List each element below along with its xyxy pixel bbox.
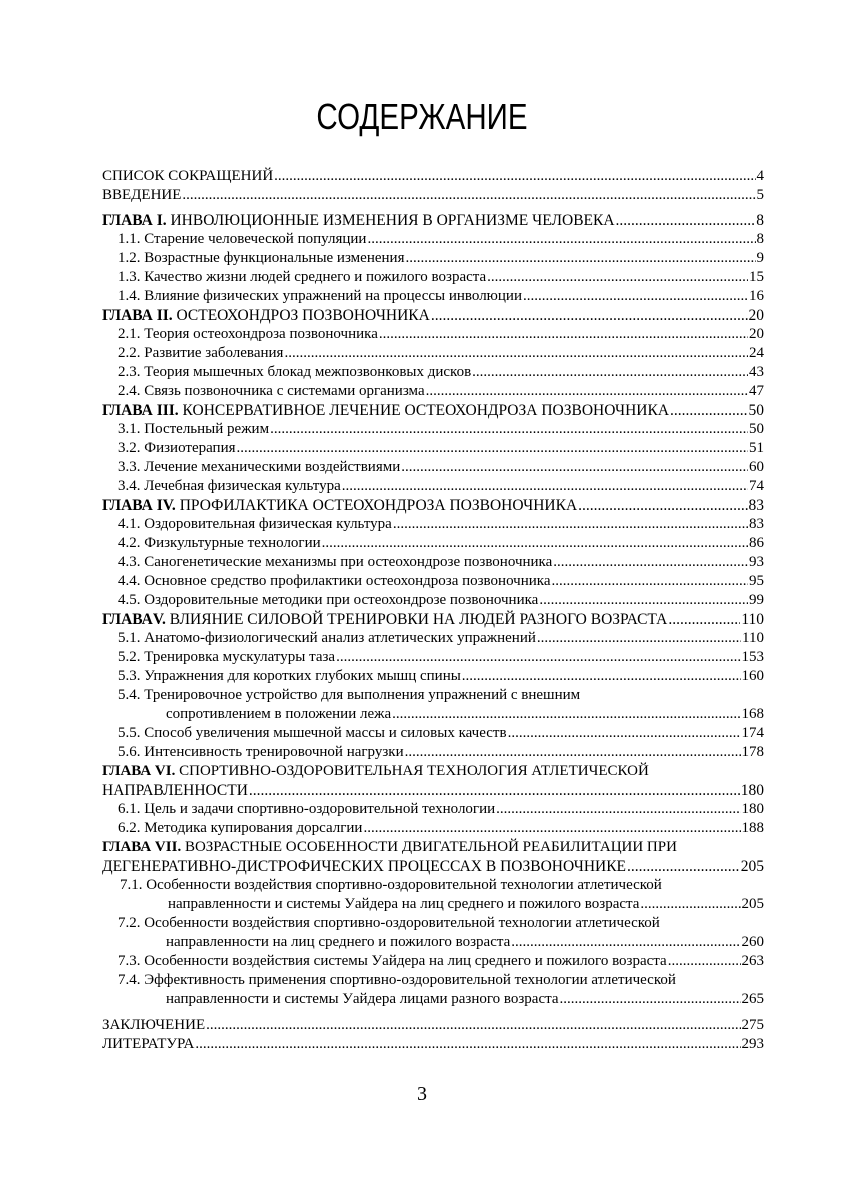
toc-item[interactable]: 2.1. Теория остеохондроза позвоночника ..... 20 xyxy=(102,325,764,344)
chapter-title: СПОРТИВНО-ОЗДОРОВИТЕЛЬНАЯ ТЕХНОЛОГИЯ АТЛЕТИЧЕСКОЙ xyxy=(175,763,649,779)
toc-item[interactable]: 2.4. Связь позвоночника с системами организма ..... 47 xyxy=(102,382,764,401)
toc-chapter-1[interactable] xyxy=(102,211,764,230)
chapter-prefix: ГЛАВА VI. xyxy=(102,763,176,779)
toc-item[interactable]: 3.1. Постельный режим ..... 50 xyxy=(102,420,764,439)
toc-item[interactable]: 5.5. Способ увеличения мышечной массы и силовых качеств ..... 174 xyxy=(102,724,764,743)
toc-chapter-6[interactable] xyxy=(102,762,764,781)
toc-entry-conclusion[interactable]: ЗАКЛЮЧЕНИЕ ..... 275 xyxy=(102,1016,764,1035)
toc-item[interactable]: 2.3. Теория мышечных блокад межпозвонковых дисков ..... 43 xyxy=(102,363,764,382)
toc-item[interactable]: 4.5. Оздоровительные методики при остеохондрозе позвоночника ..... 99 xyxy=(102,591,764,610)
chapter-prefix: ГЛАВА II. xyxy=(102,307,173,324)
toc-chapter-4[interactable]: ГЛАВА IV. ПРОФИЛАКТИКА ОСТЕОХОНДРОЗА ПОЗВОНОЧНИКА ..... 83 xyxy=(102,496,764,515)
toc-item[interactable]: 1.1. Старение человеческой популяции ..... 8 xyxy=(102,230,764,249)
chapter-title: ОСТЕОХОНДРОЗ ПОЗВОНОЧНИКА xyxy=(172,307,430,324)
chapter-prefix: ГЛАВА III. xyxy=(102,402,179,419)
toc-page: 8 xyxy=(756,212,764,229)
toc-item[interactable]: 5.3. Упражнения для коротких глубоких мышц спины ..... 160 xyxy=(102,667,764,686)
chapter-title: ПРОФИЛАКТИКА ОСТЕОХОНДРОЗА ПОЗВОНОЧНИКА xyxy=(175,497,578,514)
toc-item[interactable]: направленности и системы Уайдера лицами разного возраста ..... 265 xyxy=(102,990,764,1009)
toc-item[interactable]: 1.4. Влияние физических упражнений на процессы инволюции ..... 16 xyxy=(102,287,764,306)
toc-page: 5 xyxy=(756,187,764,203)
toc-chapter-2[interactable]: ГЛАВА II. ОСТЕОХОНДРОЗ ПОЗВОНОЧНИКА ..... 20 xyxy=(102,306,764,325)
toc-item-line[interactable]: 7.1. Особенности воздействия спортивно-оздоровительной технологии атлетической xyxy=(120,877,662,893)
toc-item[interactable]: направленности на лиц среднего и пожилого возраста ..... 260 xyxy=(102,933,764,952)
toc-item[interactable]: 5.1. Анатомо-физиологический анализ атлетических упражнений ..... 110 xyxy=(102,629,764,648)
toc-chapter-6-cont[interactable]: НАПРАВЛЕННОСТИ ..... 180 xyxy=(102,781,764,800)
toc-item[interactable]: 4.4. Основное средство профилактики остеохондроза позвоночника ..... 95 xyxy=(102,572,764,591)
chapter-prefix: ГЛАВА I. xyxy=(102,212,167,229)
toc-item[interactable]: 3.2. Физиотерапия ..... 51 xyxy=(102,439,764,458)
toc-item[interactable]: 6.2. Методика купирования дорсалгии ..... 188 xyxy=(102,819,764,838)
toc-item[interactable]: сопротивлением в положении лежа ..... 168 xyxy=(102,705,764,724)
toc-chapter-7[interactable] xyxy=(102,838,764,857)
toc-entry-abbreviations[interactable] xyxy=(102,167,764,186)
chapter-prefix: ГЛАВА IV. xyxy=(102,497,176,514)
toc-item[interactable]: 1.2. Возрастные функциональные изменения ..... 9 xyxy=(102,249,764,268)
toc-item[interactable]: 4.2. Физкультурные технологии ..... 86 xyxy=(102,534,764,553)
chapter-prefix: ГЛАВАV. xyxy=(102,611,166,628)
chapter-title: ВОЗРАСТНЫЕ ОСОБЕННОСТИ ДВИГАТЕЛЬНОЙ РЕАБИЛИТАЦИИ ПРИ xyxy=(181,839,677,855)
toc-item-line[interactable]: 7.2. Особенности воздействия спортивно-оздоровительной технологии атлетической xyxy=(118,915,660,931)
toc-chapter-5[interactable]: ГЛАВАV. ВЛИЯНИЕ СИЛОВОЙ ТРЕНИРОВКИ НА ЛЮДЕЙ РАЗНОГО ВОЗРАСТА ..... 110 xyxy=(102,610,764,629)
toc-item[interactable]: направленности и системы Уайдера на лиц среднего и пожилого возраста ..... 205 xyxy=(102,895,764,914)
toc-label: СПИСОК СОКРАЩЕНИЙ xyxy=(102,168,274,184)
toc-item[interactable]: 3.3. Лечение механическими воздействиями ..... 60 xyxy=(102,458,764,477)
toc-entry-literature[interactable]: ЛИТЕРАТУРА ..... 293 xyxy=(102,1035,764,1054)
toc-item[interactable]: 5.6. Интенсивность тренировочной нагрузки ..... 178 xyxy=(102,743,764,762)
chapter-prefix: ГЛАВА VII. xyxy=(102,839,182,855)
chapter-title: ИНВОЛЮЦИОННЫЕ ИЗМЕНЕНИЯ В ОРГАНИЗМЕ ЧЕЛОВЕКА xyxy=(166,212,615,229)
toc-item[interactable]: 7.3. Особенности воздействия системы Уайдера на лиц среднего и пожилого возраста ..... 263 xyxy=(102,952,764,971)
toc-item[interactable]: 3.4. Лечебная физическая культура ..... 74 xyxy=(102,477,764,496)
toc-page: 4 xyxy=(756,168,764,184)
toc-item[interactable]: 4.1. Оздоровительная физическая культура ..... 83 xyxy=(102,515,764,534)
toc-item-line[interactable]: 7.4. Эффективность применения спортивно-оздоровительной технологии атлетической xyxy=(118,972,676,988)
page-number: 3 xyxy=(417,1083,427,1105)
toc-chapter-7-cont[interactable]: ДЕГЕНЕРАТИВНО-ДИСТРОФИЧЕСКИХ ПРОЦЕССАХ В ПОЗВОНОЧНИКЕ ..... 205 xyxy=(102,857,764,876)
toc-item-line[interactable]: 5.4. Тренировочное устройство для выполнения упражнений с внешним xyxy=(118,687,581,703)
toc-item[interactable]: 1.3. Качество жизни людей среднего и пожилого возраста ..... 15 xyxy=(102,268,764,287)
chapter-title: ВЛИЯНИЕ СИЛОВОЙ ТРЕНИРОВКИ НА ЛЮДЕЙ РАЗНОГО ВОЗРАСТА xyxy=(165,611,668,628)
chapter-title: КОНСЕРВАТИВНОЕ ЛЕЧЕНИЕ ОСТЕОХОНДРОЗА ПОЗВОНОЧНИКА xyxy=(178,402,670,419)
toc-item[interactable]: 4.3. Саногенетические механизмы при остеохондрозе позвоночника ..... 93 xyxy=(102,553,764,572)
toc-chapter-3[interactable]: ГЛАВА III. КОНСЕРВАТИВНОЕ ЛЕЧЕНИЕ ОСТЕОХОНДРОЗА ПОЗВОНОЧНИКА ..... 50 xyxy=(102,401,764,420)
table-of-contents xyxy=(102,167,764,1054)
toc-item[interactable]: 2.2. Развитие заболевания ..... 24 xyxy=(102,344,764,363)
toc-item[interactable]: 5.2. Тренировка мускулатуры таза ..... 153 xyxy=(102,648,764,667)
toc-entry-introduction[interactable] xyxy=(102,186,764,205)
toc-item[interactable]: 6.1. Цель и задачи спортивно-оздоровительной технологии ..... 180 xyxy=(102,800,764,819)
toc-label: ВВЕДЕНИЕ xyxy=(102,187,182,203)
page-title: СОДЕРЖАНИЕ xyxy=(316,96,528,137)
